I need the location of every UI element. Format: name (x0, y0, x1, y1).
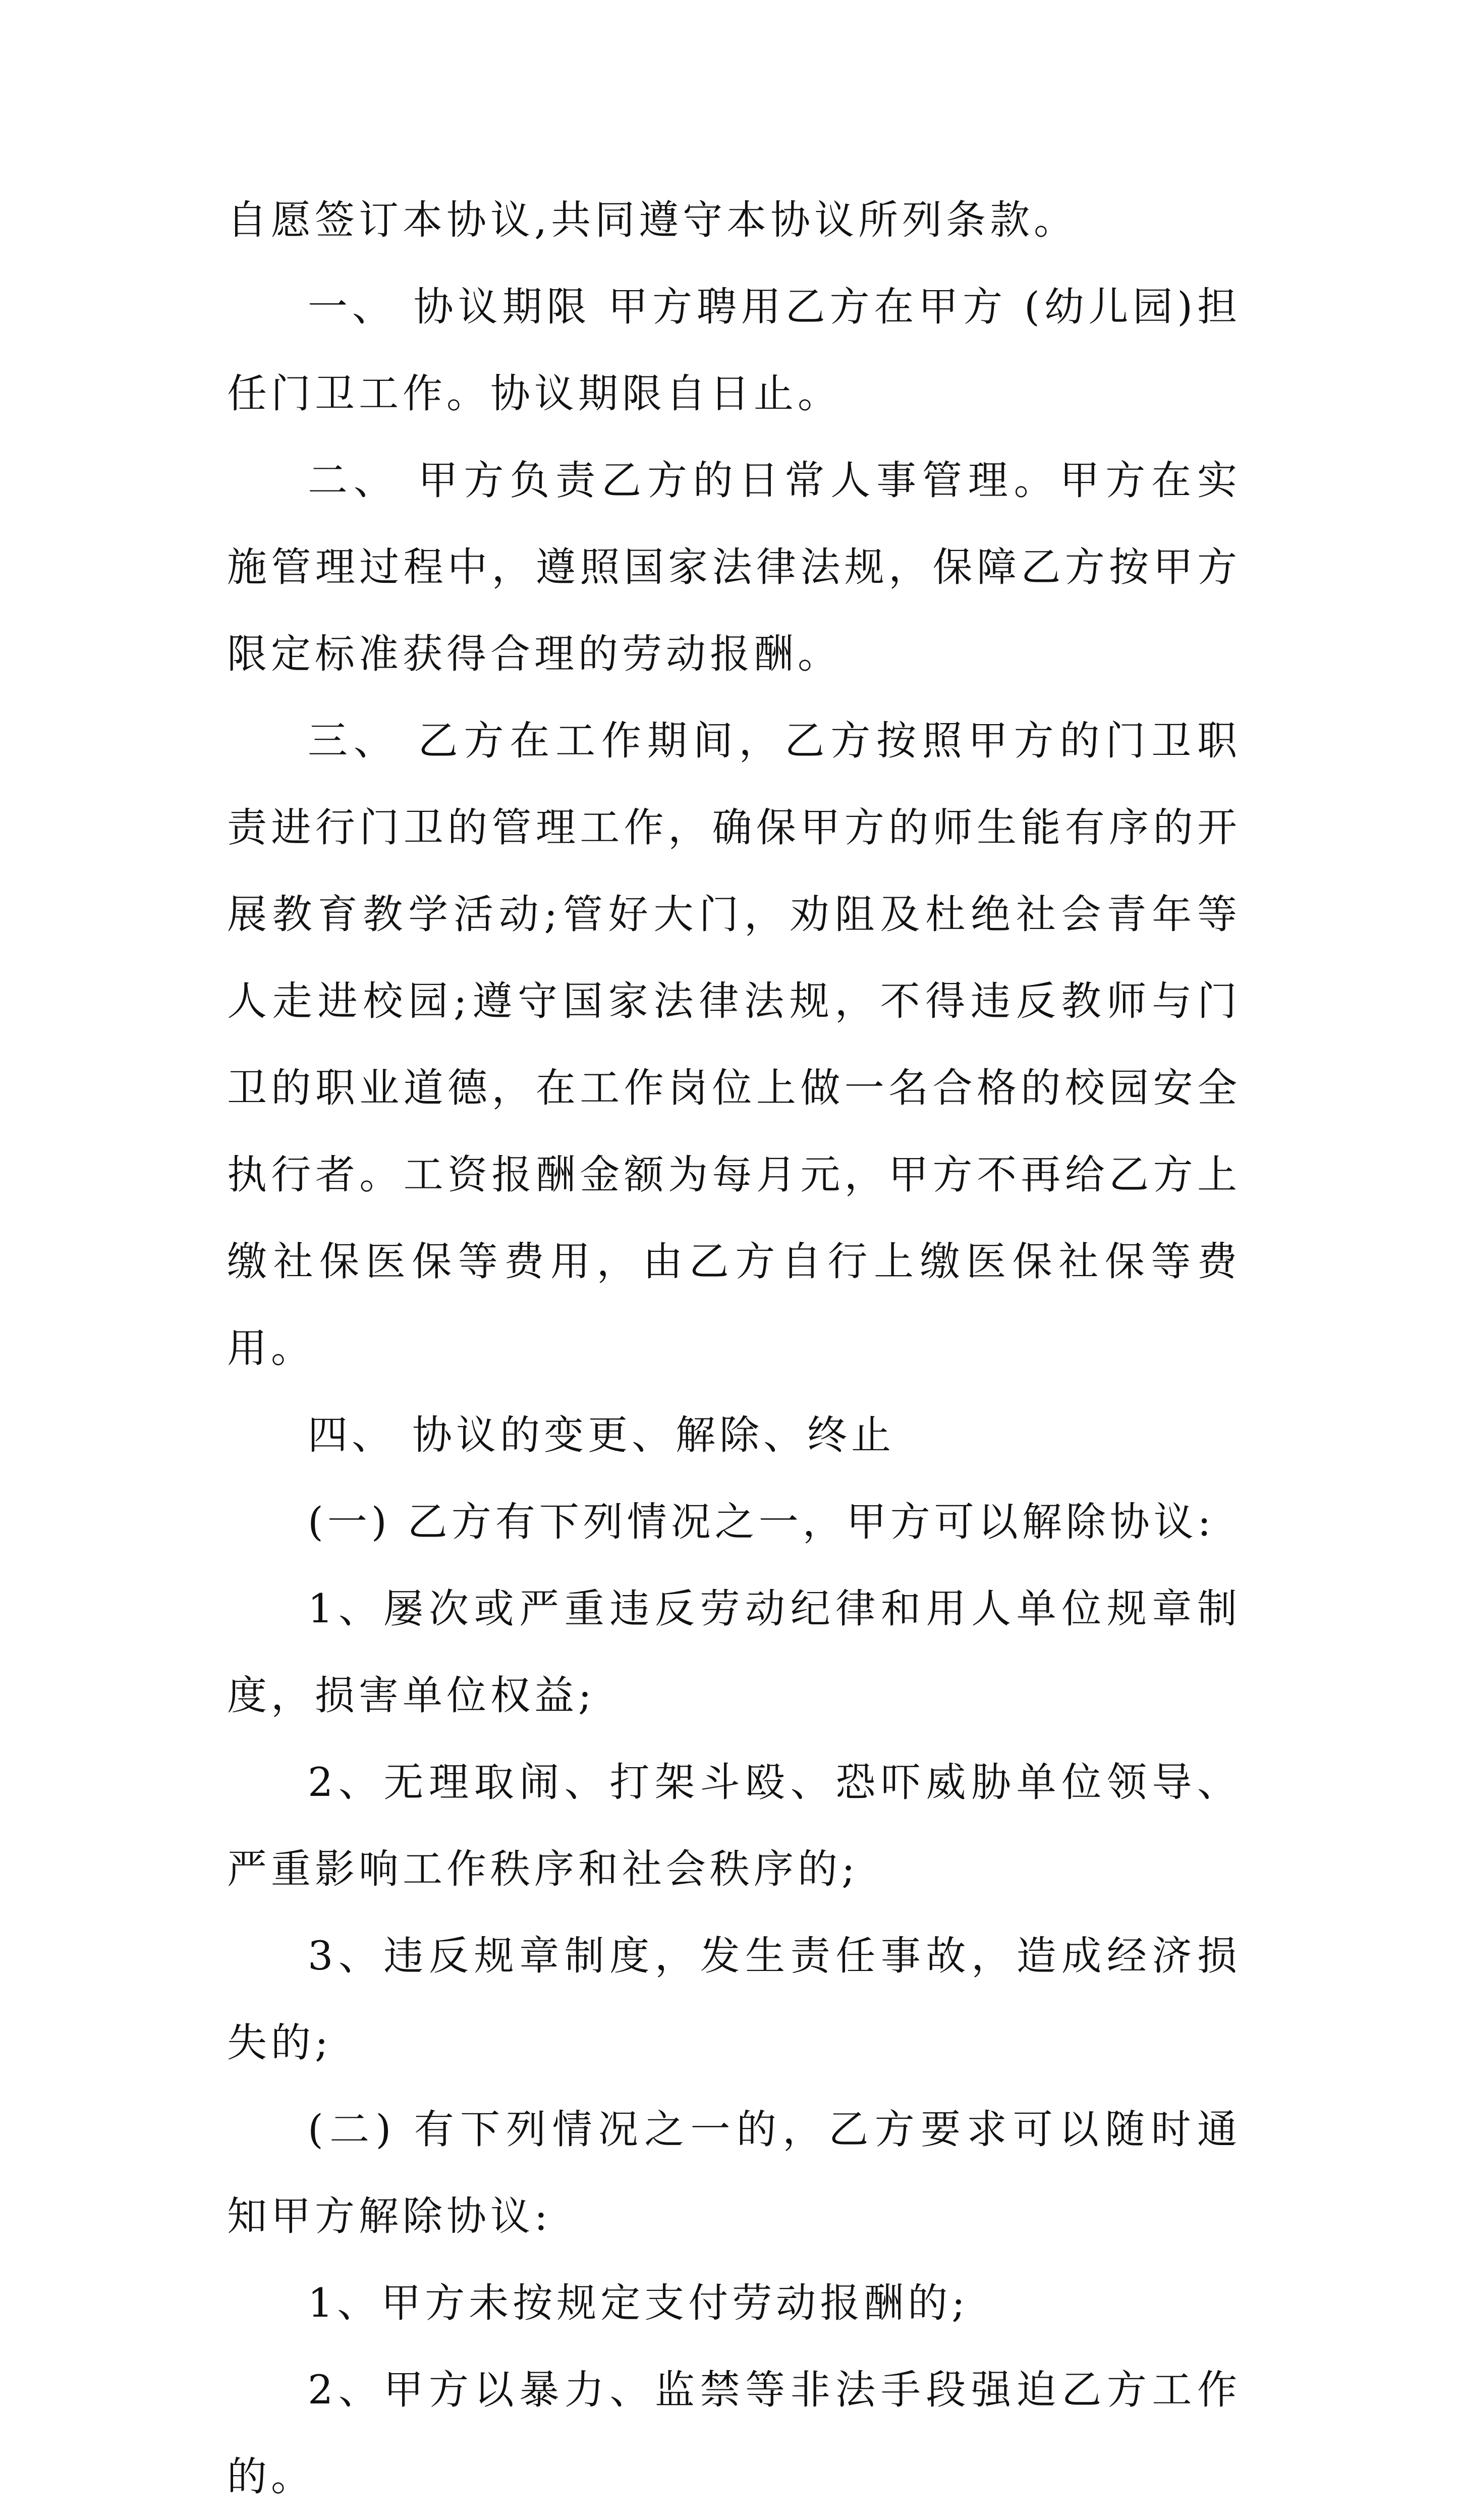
paragraph-item-1-1: 1、屡次或严重违反劳动纪律和用人单位规章制度，损害单位权益; (227, 1585, 1241, 1719)
paragraph-item-1-3: 3、违反规章制度，发生责任事故，造成经济损失的; (227, 1933, 1241, 2066)
paragraph-item-2-2: 2、甲方以暴力、监禁等非法手段强迫乙方工作的。 (227, 2367, 1241, 2500)
paragraph-subsection-2: (二) 有下列情况之一的，乙方要求可以随时通知甲方解除协议: (227, 2106, 1241, 2239)
paragraph-intro: 自愿签订本协议,共同遵守本协议所列条款。 (227, 197, 1078, 243)
paragraph-item-2-1: 1、甲方未按规定支付劳动报酬的; (308, 2280, 969, 2326)
paragraph-clause-2-management: 二、 甲方负责乙方的日常人事管理。甲方在实施管理过程中，遵照国家法律法规，保障乙方按甲方限定标准获得合理的劳动报酬。 (227, 457, 1241, 677)
paragraph-item-1-2: 2、无理取闹、打架斗殴、恐吓威胁单位领导、严重影响工作秩序和社会秩序的; (227, 1759, 1241, 1892)
document-body (227, 177, 1241, 2520)
paragraph-clause-1-term: 一、 协议期限 甲方聘用乙方在甲方 (幼儿园)担任门卫工作。协议期限自日止。 (227, 284, 1241, 417)
paragraph-clause-4-heading: 四、 协议的变更、解除、终止 (308, 1412, 895, 1458)
paragraph-subsection-1: (一) 乙方有下列情况之一，甲方可以解除协议: (308, 1499, 1215, 1545)
paragraph-clause-3-duties: 三、 乙方在工作期间，乙方按照甲方的门卫职责进行门卫的管理工作，确保甲方的师生能有序的开展教育教学活动;管好大门，劝阻及杜绝社会青年等人走进校园;遵守国家法律法规，不得违反教师与门卫的职业道德，在工作岗位上做一名合格的校园安全执行者。工资报酬金额为每月元，甲方不再给乙方上缴社保医保等费用，由乙方自行上缴医保社保等费用。 (227, 718, 1241, 1372)
